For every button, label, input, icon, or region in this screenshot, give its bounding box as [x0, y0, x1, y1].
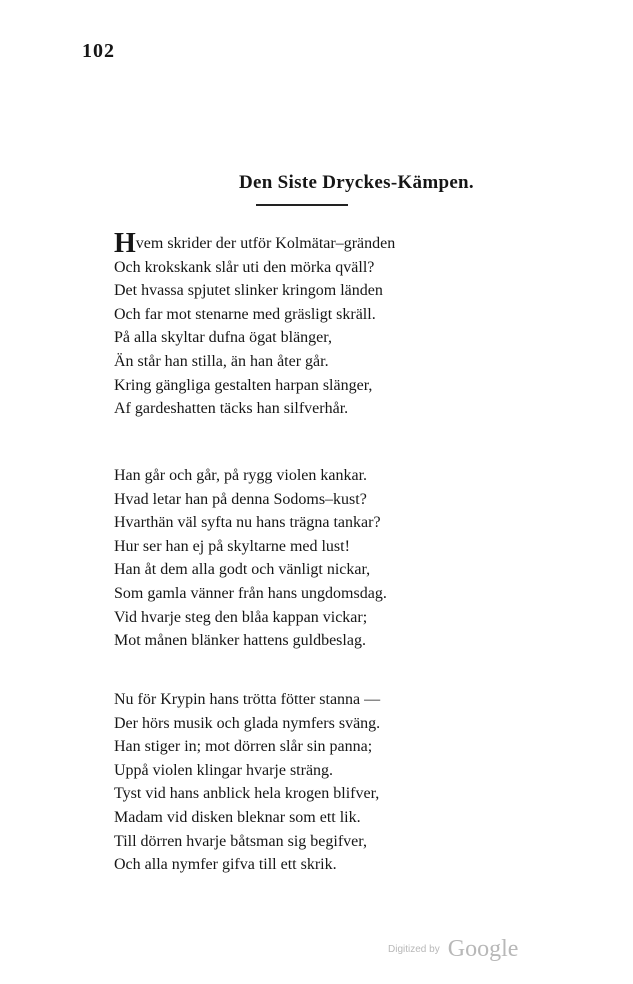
poem-line: Och krokskank slår uti den mörka qväll?: [114, 258, 375, 276]
google-logo: Google: [447, 936, 519, 962]
poem-line: Mot månen blänker hattens guldbeslag.: [114, 632, 366, 650]
poem-line: Der hörs musik och glada nymfers sväng.: [114, 714, 381, 732]
poem-line: Uppå violen klingar hvarje sträng.: [114, 761, 334, 779]
title-divider: [256, 204, 348, 206]
poem-line: Nu för Krypin hans trötta fötter stanna —: [114, 691, 381, 708]
poem-line: Hvad letar han på denna Sodoms–kust?: [114, 490, 367, 508]
watermark-prefix: Digitized by: [388, 944, 440, 955]
page-number: 102: [82, 40, 115, 62]
poem-line: Han stiger in; mot dörren slår sin panna;: [114, 738, 373, 756]
poem-line: Madam vid disken bleknar som ett lik.: [114, 808, 361, 826]
poem-line: Till dörren hvarje båtsman sig begifver,: [114, 832, 367, 850]
poem-line: Kring gängliga gestalten harpan slänger,: [114, 376, 373, 394]
poem-line: Hvarthän väl syfta nu hans trägna tankar?: [114, 514, 381, 532]
poem-line: Som gamla vänner från hans ungdomsdag.: [114, 584, 387, 602]
poem-line: Och alla nymfer gifva till ett skrik.: [114, 856, 337, 874]
drop-cap: H: [114, 228, 136, 259]
stanza-2: [114, 464, 494, 653]
poem-line: Vid hvarje steg den blåa kappan vickar;: [114, 608, 368, 626]
poem-line: Tyst vid hans anblick hela krogen blifver,: [114, 785, 380, 803]
digitized-watermark: [388, 936, 518, 963]
poem-line: På alla skyltar dufna ögat blänger,: [114, 329, 332, 347]
poem-line: Af gardeshatten täcks han silfverhår.: [114, 400, 349, 418]
poem-line: Han åt dem alla godt och vänligt nickar,: [114, 561, 371, 579]
poem-line: Än står han stilla, än han åter går.: [114, 352, 329, 370]
poem-line: Det hvassa spjutet slinker kringom länden: [114, 282, 383, 300]
poem-line-text: vem skrider der utför Kolmätar–gränden: [135, 235, 396, 252]
stanza-3: [114, 688, 494, 877]
poem-line: Han går och går, på rygg violen kankar.: [114, 467, 368, 484]
poem-line: [114, 228, 494, 259]
stanza-1: [114, 228, 494, 421]
poem-title: Den Siste Dryckes-Kämpen.: [239, 172, 474, 193]
poem-line: Och far mot stenarne med gräsligt skräll.: [114, 305, 376, 323]
poem-line: Hur ser han ej på skyltarne med lust!: [114, 537, 350, 555]
